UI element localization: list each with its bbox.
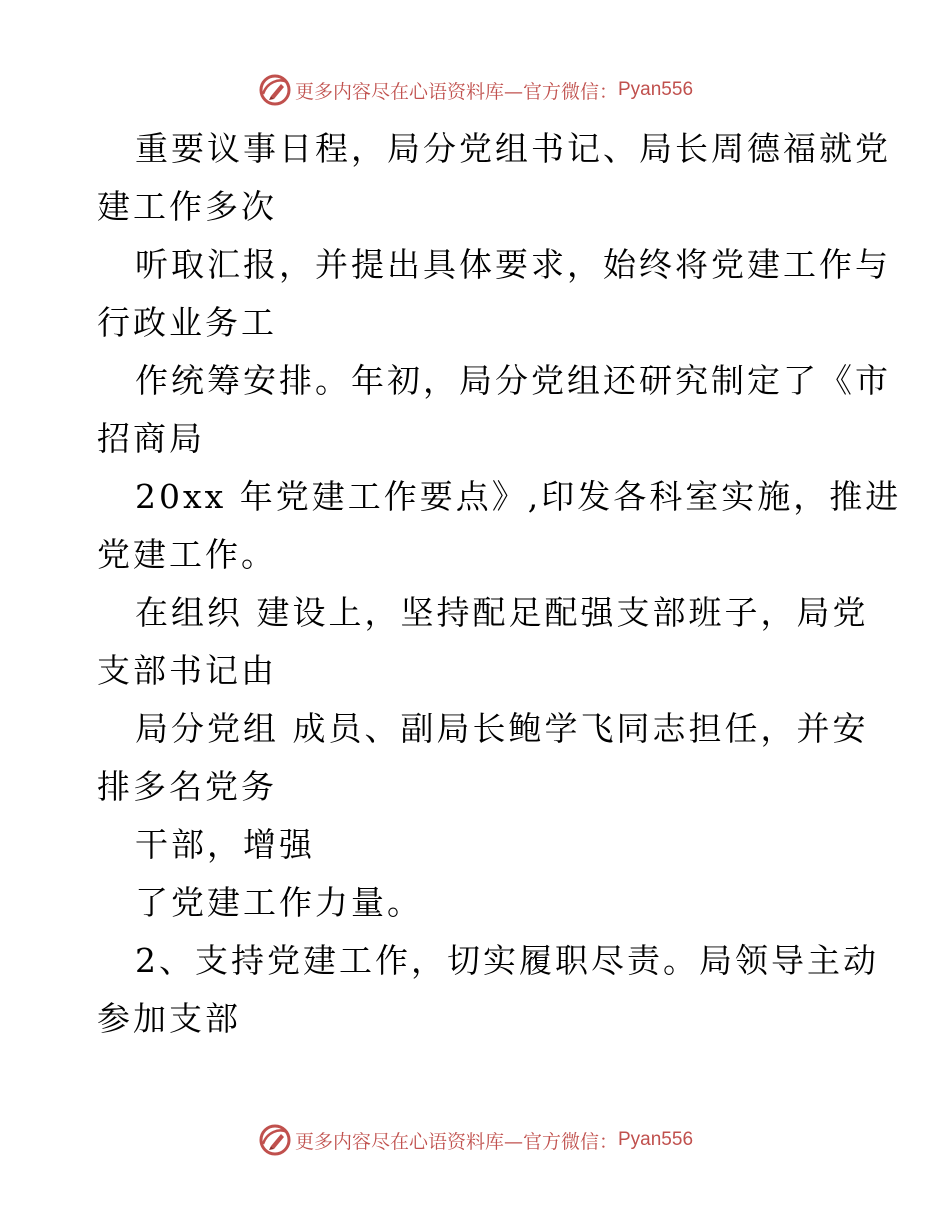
- text-line: 干部，增强: [135, 825, 315, 864]
- text-line: 了党建工作力量。: [135, 883, 423, 922]
- header-banner: [0, 70, 950, 110]
- text-line: 在组织 建设上，坚持配足配强支部班子，局党: [135, 593, 869, 632]
- text-line: 作统筹安排。年初，局分党组还研究制定了《市: [135, 361, 891, 400]
- text-line: 建工作多次: [97, 187, 277, 226]
- footer-banner: [0, 1120, 950, 1160]
- text-line: 20xx 年党建工作要点》,印发各科室实施，推进: [135, 477, 902, 516]
- text-line: 招商局: [97, 419, 205, 458]
- text-line: 排多名党务: [97, 767, 277, 806]
- text-line: 支部书记由: [97, 651, 277, 690]
- header-banner-text: 更多内容尽在心语资料库—官方微信：: [294, 80, 618, 103]
- pen-nib-logo-icon: [257, 72, 293, 108]
- pen-nib-logo-icon: [257, 1122, 293, 1158]
- text-line: 局分党组 成员、副局长鲍学飞同志担任，并安: [135, 709, 869, 748]
- text-line: 行政业务工: [97, 303, 277, 342]
- footer-banner-id: Pyan556: [618, 1129, 694, 1150]
- text-line: 参加支部: [97, 999, 241, 1038]
- text-line: 2、支持党建工作，切实履职尽责。局领导主动: [135, 941, 879, 980]
- text-line: 党建工作。: [97, 535, 277, 574]
- footer-banner-text: 更多内容尽在心语资料库—官方微信：: [294, 1130, 618, 1153]
- text-line: 听取汇报，并提出具体要求，始终将党建工作与: [135, 245, 891, 284]
- body-text: [97, 120, 902, 1048]
- header-banner-id: Pyan556: [618, 79, 694, 100]
- text-line: 重要议事日程，局分党组书记、局长周德福就党: [135, 129, 891, 168]
